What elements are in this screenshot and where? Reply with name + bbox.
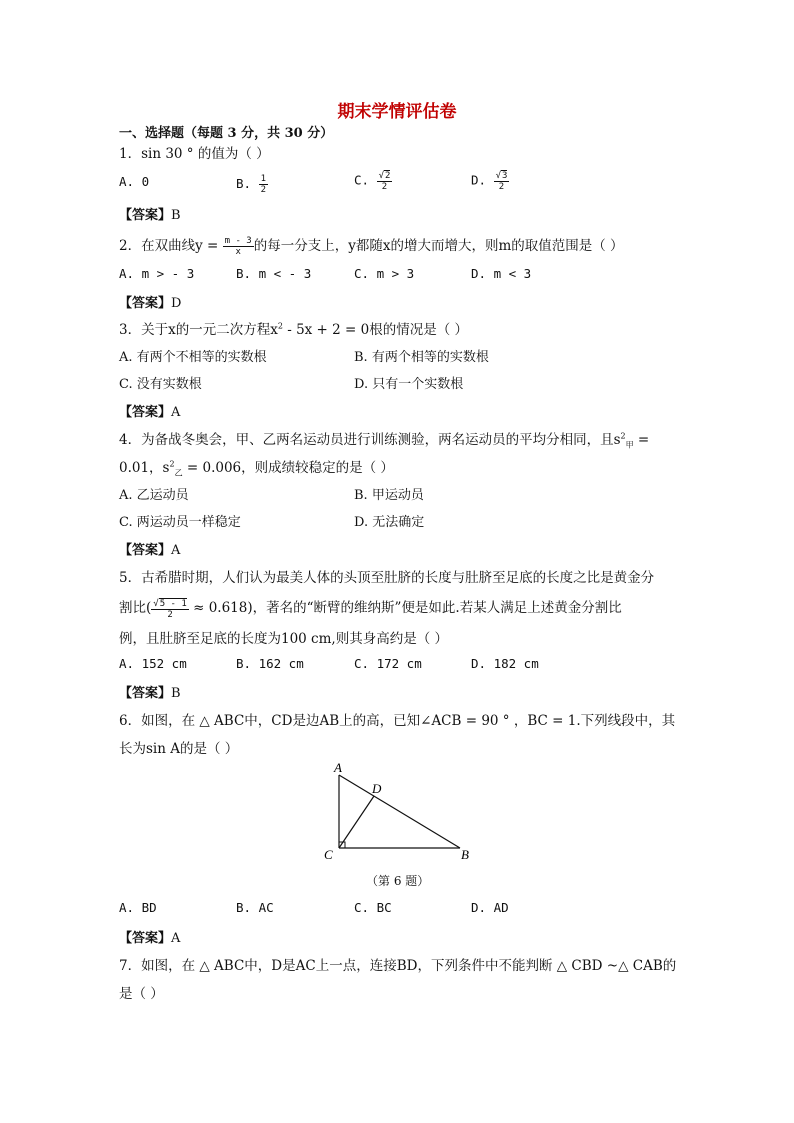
q1-option-c-label: C. [354,172,377,188]
q6-option-a: A. BD [119,900,157,915]
q3-stem: 3．关于x的一元二次方程$x^2 - 5x + 2 = 0$根的情况是（ ） [119,321,469,338]
q7-line1: 7．如图，在 △ ABC中，D是AC上一点，连接BD，下列条件中不能判断 △ CBD ~△ CAB的 [119,958,677,974]
label-a: A [334,760,342,775]
q7-line2: 是（ ） [119,986,164,1002]
figure-caption: （第 6 题） [366,874,430,888]
label-b: B [461,847,469,862]
q1-option-d-fraction: $\frac{√3}{2}$ [495,171,508,192]
triangle-figure [318,760,478,865]
q3-option-a: A. 有两个不相等的实数根 [119,350,267,365]
q4-line2: 0.01，$s^2_乙 = 0.006$，则成绩较稳定的是（ ） [119,459,394,478]
q2-option-c: C. m > 3 [354,266,415,281]
q2-option-d: D. m < 3 [471,266,532,281]
q2-option-b: B. m < - 3 [236,266,312,281]
q5-line2: 割比( $\frac{√5 - 1}{2}$ ≈ 0.618)，著名的“断臂的维纳斯”便是如此.若某人满足上述黄金分割比 [119,598,622,620]
label-c: C [324,847,333,862]
q5-option-b: B. 162 cm [236,656,304,671]
q2-option-a: A. m > - 3 [119,266,195,281]
q1-option-c-fraction: $\frac{√2}{2}$ [378,171,391,192]
q1-answer: 【答案】B [119,208,181,223]
q3-option-d: D. 只有一个实数根 [354,377,464,392]
q3-option-c: C. 没有实数根 [119,377,202,392]
q3-option-b: B. 有两个相等的实数根 [354,350,489,365]
q6-answer: 【答案】A [119,931,181,946]
q4-option-a: A. 乙运动员 [119,488,189,503]
q2-stem: 2．在双曲线y = $\frac{m - 3}{x}$ 的每一分支上，y都随x的增大而增大，则m的取值范围是（ ） [119,236,624,257]
q5-line1: 5．古希腊时期，人们认为最美人体的头顶至肚脐的长度与肚脐至足底的长度之比是黄金分 [119,570,655,586]
q5-option-a: A. 152 cm [119,656,187,671]
q1-option-a: A. 0 [119,174,150,189]
q1-option-b-label: B. [236,176,259,191]
q1-option-d [471,170,509,192]
q5-answer: 【答案】B [119,686,181,701]
q5-option-c: C. 172 cm [354,656,422,671]
q6-line2: 长为sin A的是（ ） [119,741,239,757]
q1-option-b [236,174,268,195]
q1-option-d-label: D. [471,172,494,188]
q3-answer: 【答案】A [119,405,181,420]
q4-option-c: C. 两运动员一样稳定 [119,515,241,530]
q6-option-c: C. BC [354,900,392,915]
q5-line3: 例，且肚脐至足底的长度为100 cm,则其身高约是（ ） [119,631,449,647]
q2-answer: 【答案】D [119,296,182,311]
label-d: D [372,781,382,796]
q1-stem: 1．sin 30 ° 的值为（ ） [119,146,270,162]
q6-option-d: D. AD [471,900,509,915]
q1-option-c [354,170,392,192]
q4-answer: 【答案】A [119,543,181,558]
q4-option-d: D. 无法确定 [354,515,425,530]
q4-option-b: B. 甲运动员 [354,488,424,503]
q1-option-b-fraction: $\frac{1}{2}$ [260,174,266,195]
segment-ab [339,775,460,848]
q5-fraction: $\frac{√5 - 1}{2}$ [153,598,187,620]
section-heading: 一、选择题（每题 3 分，共 30 分） [119,126,334,141]
q2-fraction: $\frac{m - 3}{x}$ [224,236,252,257]
page-title: 期末学情评估卷 [337,102,457,122]
q6-line1: 6．如图，在 △ ABC中，CD是边AB上的高，已知∠ACB = 90 ° ，BC = 1.下列线段中，其 [119,713,676,729]
q5-option-d: D. 182 cm [471,656,539,671]
segment-cd [339,796,374,848]
q6-option-b: B. AC [236,900,274,915]
q4-line1: 4．为备战冬奥会，甲、乙两名运动员进行训练测验，两名运动员的平均分相同，且$s^2_甲$ = [119,431,650,450]
